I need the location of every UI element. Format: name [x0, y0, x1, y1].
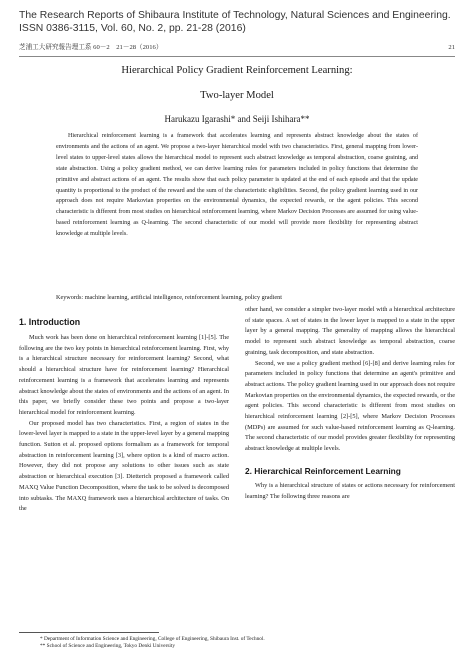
paragraph: Second, we use a policy gradient method [6]-[8] and derive learning rules for parameters included in policy functions that determine an agent's primitive and abstract actions. The policy gradient learning used in our approach does not require Markovian properties on the environmental dynamics, the expected rewards, or the agent policies. This second characteristic is different from most studies on hierarchical reinforcement learning [2]-[5], where Markov Decision Processes (MDPs) are assumed for such value-based reinforcement learning as Q-learning. The second characteristic of our model provides greater flexibility for representing abstract knowledge at multiple levels. [245, 359, 455, 453]
title-line-1: Hierarchical Policy Gradient Reinforcement Learning: [121, 65, 353, 76]
paper-title [19, 64, 455, 103]
running-head [19, 44, 455, 52]
footnote-affiliation-2: ** School of Science and Engineering, Tokyo Denki University [40, 643, 176, 649]
header-rule [19, 56, 455, 57]
running-head-text: 芝浦工大研究報告理工系 60－2 21－28（2016） [19, 44, 163, 51]
paragraph: Much work has been done on hierarchical reinforcement learning [1]-[5]. The following are the two key points in hierarchical reinforcement learning. First, why is a hierarchical structure necessary for reinforcement learning? Second, what should a hierarchical structure have for reinforcement learning? Hierarchical reinforcement learning is a framework that accelerates learning and represents abstract knowledge about the states of environments and the actions of an agent. In this paper, we briefly consider these two points and propose a two-layer hierarchical model for reinforcement learning. [19, 334, 229, 416]
section-heading-introduction: 1. Introduction [19, 317, 81, 327]
journal-citation: The Research Reports of Shibaura Institute of Technology, Natural Sciences and Engineering. ISSN 0386-3115, Vol. 60, No. 2, pp. 21-28 (2016) [19, 10, 451, 34]
footnotes [40, 636, 460, 650]
left-column [19, 316, 229, 515]
footnote-affiliation-1: * Department of Information Science and Engineering, College of Engineering, Shibaura Inst. of Technol. [40, 636, 265, 642]
paragraph: Why is a hierarchical structure of states or actions necessary for reinforcement learning? The following three reasons are [245, 481, 455, 500]
paragraph: other hand, we consider a simpler two-layer model with a hierarchical architecture of state spaces. A set of states in the lower layer is mapped to a state in the upper layer by a general mapping. The generality of mapping allows the hierarchical model to represent such abstract knowledge as temporal abstraction, coarse graining, task decomposition, and state abstraction. [245, 306, 455, 356]
keywords: Keywords: machine learning, artificial intelligence, reinforcement learning, policy gradient [56, 294, 282, 301]
footnote-rule [19, 632, 159, 633]
title-line-2: Two-layer Model [200, 90, 274, 101]
section-heading-hierarchical-rl: 2. Hierarchical Reinforcement Learning [245, 465, 401, 476]
right-column [245, 305, 455, 502]
paragraph: Our proposed model has two characteristics. First, a region of states in the lower-level layer is mapped to a state in the upper-level layer by a general mapping function. Sutton et al. proposed options formalism as a framework for temporal abstraction in reinforcement learning [3], where option is a kind of macro action. However, they did not propose any solutions to other issues such as state abstraction or hierarchical execution [3]. Dietterich proposed a framework called MAXQ Value Function Decomposition, where the task to be solved is decomposed into subtasks. The MAXQ framework uses a hierarchical architecture of tasks. On the [19, 419, 229, 513]
abstract: Hierarchical reinforcement learning is a framework that accelerates learning and represents abstract knowledge about the states of environments and the actions of an agent. We propose a two-layer hierarchical model with two characteristics. First, general mapping from lower-level states to upper-level states allows the hierarchical model to represent such abstract knowledge as temporal abstraction, coarse graining, and state abstraction. Using a policy gradient method, we can derive learning rules for parameters included in policy functions that determine the primitive and abstract actions of an agent. The results show that each policy parameter is updated at the end of each episode and that the update quantity is proportional to the product of the reward and the sum of the characteristic eligibilities. Second, the policy gradient learning used in our approach does not require Markovian properties on the environmental dynamics, the expected rewards, or the agent policies. This second characteristic is different from most studies on hierarchical reinforcement learning, where Markov Decision Processes are assumed for using value-based reinforcement learning as Q-learning. The second characteristic of our model will provide more flexibility for representing abstract knowledge at multiple levels. [56, 133, 418, 238]
authors: Harukazu Igarashi* and Seiji Ishihara** [164, 114, 310, 124]
page-number: 21 [448, 44, 455, 51]
